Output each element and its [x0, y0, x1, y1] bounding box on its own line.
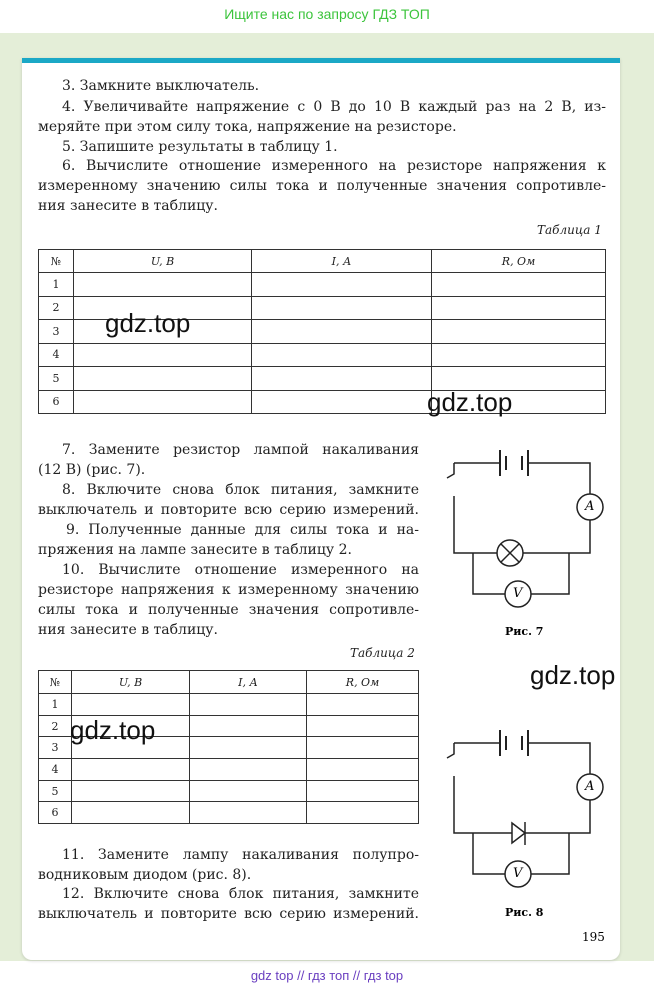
watermark: gdz.top — [530, 660, 616, 690]
fig8-caption: Рис. 8 — [505, 906, 544, 919]
page-number: 195 — [582, 930, 605, 944]
row-number: 1 — [39, 273, 74, 297]
text-line: выключатель и повторите всю серию измерений. — [38, 906, 419, 922]
text-line: 11. Замените лампу накаливания полупро- — [62, 847, 419, 863]
text-line: 4. Увеличивайте напряжение с 0 В до 10 В каждый раз на 2 В, из- — [62, 99, 606, 115]
watermark: gdz.top — [427, 387, 513, 417]
text-line: ния занесите в таблицу. — [38, 622, 218, 638]
voltmeter-label: V — [513, 866, 523, 881]
text-line: 8. Включите снова блок питания, замкните — [62, 482, 419, 498]
row-number: 2 — [39, 715, 72, 737]
text-line: 5. Запишите результаты в таблицу 1. — [62, 139, 338, 155]
watermark: gdz.top — [70, 715, 156, 745]
col-header: № — [39, 671, 72, 694]
row-number: 1 — [39, 694, 72, 716]
text-line: резисторе напряжения к измеренному значению — [38, 582, 419, 598]
row-number: 4 — [39, 759, 72, 781]
ammeter-label: A — [585, 499, 595, 514]
col-header: U, В — [74, 250, 252, 273]
row-number: 6 — [39, 390, 74, 414]
col-header: U, В — [72, 671, 190, 694]
text-line: (12 В) (рис. 7). — [38, 462, 146, 478]
watermark: gdz.top — [105, 308, 191, 338]
table1-caption: Таблица 1 — [537, 223, 602, 237]
col-header: I, А — [252, 250, 432, 273]
row-number: 3 — [39, 737, 72, 759]
row-number: 3 — [39, 320, 74, 344]
text-line: меряйте при этом силу тока, напряжение на резисторе. — [38, 119, 457, 135]
text-line: 3. Замкните выключатель. — [62, 78, 260, 94]
text-line: 7. Замените резистор лампой накаливания — [62, 442, 419, 458]
text-line: водниковым диодом (рис. 8). — [38, 867, 252, 883]
fig7-caption: Рис. 7 — [505, 625, 544, 638]
text-line: 6. Вычислите отношение измеренного на резисторе напряжения к — [62, 158, 606, 174]
text-line: силы тока и полученные значения сопротивле- — [38, 602, 419, 618]
text-line: 9. Полученные данные для силы тока и на- — [66, 522, 419, 538]
row-number: 5 — [39, 780, 72, 802]
voltmeter-label: V — [513, 586, 523, 601]
col-header: R, Ом — [432, 250, 606, 273]
battery-icon — [500, 450, 528, 476]
ammeter-label: A — [585, 779, 595, 794]
diode-icon — [512, 823, 525, 843]
text-line: 10. Вычислите отношение измеренного на — [62, 562, 419, 578]
battery-icon — [500, 730, 528, 756]
search-banner[interactable]: Ищите нас по запросу ГДЗ ТОП — [224, 6, 430, 22]
text-line: выключатель и повторите всю серию измерений. — [38, 502, 419, 518]
text-line: 12. Включите снова блок питания, замкните — [62, 886, 419, 902]
row-number: 5 — [39, 367, 74, 391]
col-header: I, А — [190, 671, 307, 694]
text-line: ния занесите в таблицу. — [38, 198, 218, 214]
circuit-fig7 — [447, 450, 603, 607]
text-line: пряжения на лампе занесите в таблицу 2. — [38, 542, 352, 558]
table2-caption: Таблица 2 — [350, 646, 415, 660]
row-number: 6 — [39, 802, 72, 824]
text-line: измеренному значению силы тока и полученные значения сопротивле- — [38, 178, 606, 194]
col-header: R, Ом — [307, 671, 419, 694]
footer-links[interactable]: gdz top // гдз топ // гдз top — [250, 968, 404, 983]
col-header: № — [39, 250, 74, 273]
circuit-fig8 — [447, 730, 603, 887]
row-number: 4 — [39, 343, 74, 367]
row-number: 2 — [39, 296, 74, 320]
